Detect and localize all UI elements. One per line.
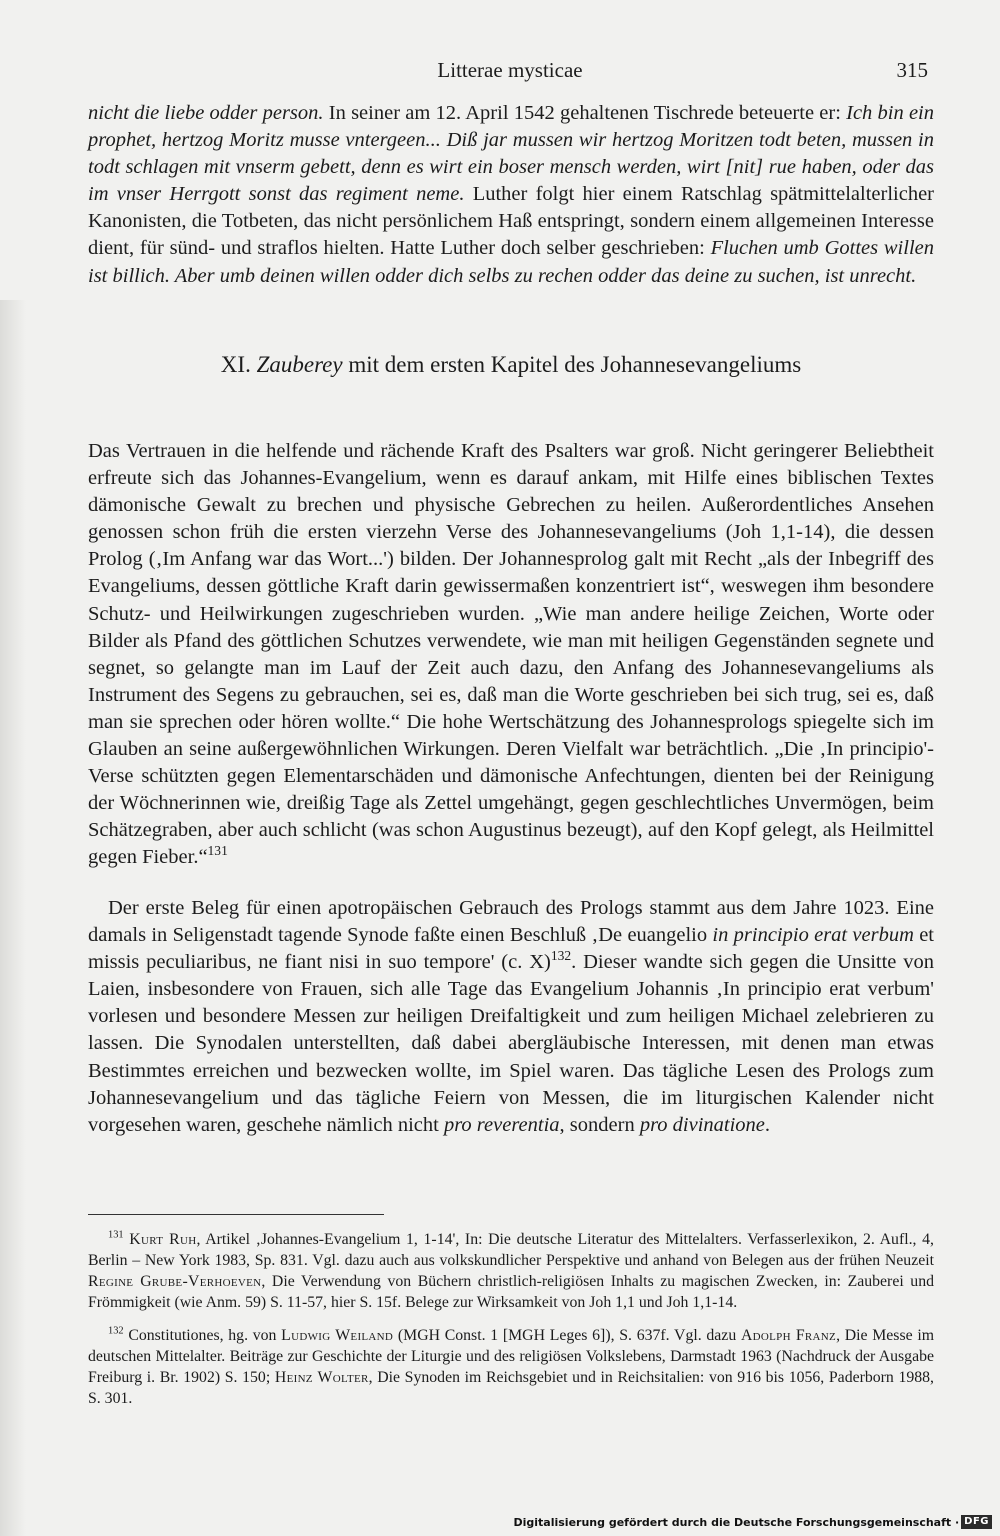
page-number: 315 xyxy=(896,58,928,82)
footnote-text: , Die Verwendung von Büchern christlich-religiösen Inhalts zu magischen Zwecken, in: Zauberei und Frömmigkeit (wie Anm. 59) S. 11-57, hier S. 15f. Belege zur Wirksamkeit von Joh 1,1 und Joh 1,1-14. xyxy=(88,1272,934,1311)
intro-text-2: Luther folgt hier einem Ratschlag spätmittelalterlicher Kanonisten, die Totbeten, das nicht persönlichem Haß entspringt, sondern einem allgemeinen Interesse dient, für sünd- und straflos hielten. Hatte Luther doch selber geschrieben: xyxy=(88,183,935,260)
author-name: Adolph Franz xyxy=(740,1327,837,1344)
footnote-131 xyxy=(88,1230,934,1314)
intro-paragraph xyxy=(88,100,934,290)
footnote-divider xyxy=(88,1214,384,1215)
body2-italic-3: pro divinatione xyxy=(639,1113,765,1136)
dfg-logo-icon: DFG xyxy=(961,1515,992,1529)
intro-quote-1: nicht die liebe odder person. xyxy=(88,102,324,124)
footnote-132 xyxy=(88,1326,934,1410)
intro-text-1: In seiner am 12. April 1542 gehaltenen Tischrede beteuerte er: xyxy=(323,102,847,124)
body2-text-3: . Dieser wandte sich gegen die Unsitte von Laien, insbesondere von Frauen, sich alle Tage das Evangelium Johannis ‚In principio erat verbum' vorlesen und besondere Messen zur heiligen Dreifaltigkeit und zum heiligen Michael zelebrieren zu lassen. Die Synodalen unterstellten, daß dabei abergläubische Interessen, mit denen man etwas Bestimmtes erreichen und bezwecken wollte, im Spiel waren. Das tägliche Lesen des Prologs zum Johannesevangelium und das tägliche Feiern von Messen, die im liturgischen Kalender nicht vorgesehen waren, geschehe nämlich nicht xyxy=(88,951,934,1136)
footnote-ref-132[interactable]: 132 xyxy=(550,948,572,964)
footnote-text: (MGH Const. 1 [MGH Leges 6]), S. 637f. Vgl. dazu xyxy=(393,1327,741,1344)
digitization-credit xyxy=(513,1514,992,1530)
footnote-text: , Die Synoden im Reichsgebiet und in Reichsitalien: von 916 bis 1056, Paderborn 1988, S. 301. xyxy=(88,1368,935,1407)
running-header xyxy=(88,58,932,88)
footnote-text: , Artikel ‚Johannes-Evangelium 1, 1-14', In: Die deutsche Literatur des Mittelalters. Verfasserlexikon, 2. Aufl., 4, Berlin – New York 1983, Sp. 831. Vgl. dazu auch aus volkskundlicher Perspektive und anhand von Belegen aus der frühen Neuzeit xyxy=(88,1231,934,1269)
footnote-ref-131[interactable]: 131 xyxy=(207,843,228,859)
author-name: Kurt Ruh xyxy=(129,1231,197,1248)
section-number: XI. xyxy=(220,352,257,377)
footnote-number: 132 xyxy=(108,1325,124,1337)
body-paragraph-1 xyxy=(88,438,934,872)
section-heading xyxy=(88,352,934,378)
author-name: Ludwig Weiland xyxy=(281,1327,394,1344)
author-name: Heinz Wolter xyxy=(274,1368,369,1386)
scan-edge-shadow xyxy=(0,300,26,1536)
author-name: Regine Grube-Verhoeven xyxy=(88,1272,262,1290)
footnote-number: 131 xyxy=(108,1229,124,1241)
body2-text-2: et missis peculiaribus, ne fiant nisi in suo tempore' (c. X) xyxy=(88,924,934,974)
credit-text: Digitalisierung gefördert durch die Deutsche Forschungsgemeinschaft · xyxy=(513,1515,960,1529)
body-paragraph-2 xyxy=(88,895,934,1139)
body2-italic-1: in principio erat verbum xyxy=(712,924,914,947)
footnote-text: , Die Messe im deutschen Mittelalter. Beiträge zur Geschichte der Liturgie und des religiösen Volkslebens, Darmstadt 1963 (Nachdruck der Ausgabe Freiburg i. Br. 1902) S. 150; xyxy=(88,1327,935,1386)
body-paragraph-1-text: Das Vertrauen in die helfende und rächende Kraft des Psalters war groß. Nicht geringerer Beliebtheit erfreute sich das Johannes-Evangelium, wenn es darauf ankam, mit Hilfe eines biblischen Textes dämonische Gewalt zu brechen und physische Gebrechen zu heilen. Außerordentliches Ansehen genossen schon früh die ersten vierzehn Verse des Johannesevangeliums (Joh 1,1-14), die dessen Prolog (‚Im Anfang war das Wort...') bilden. Der Johannesprolog galt mit Recht „als der Inbegriff des Evangeliums, dessen göttliche Kraft darin gewissermaßen konzentriert ist“, weswegen ihm besondere Schutz- und Heilwirkungen zugeschrieben wurden. „Wie man andere heilige Zeichen, Worte oder Bilder als Pfand des göttlichen Schutzes verwendete, wie man mit heiligen Gegenständen segnete und segnet, so gelangte man im Lauf der Zeit auch dazu, den Anfang des Johannesevangeliums als Instrument des Segens zu gebrauchen, sei es, daß man die Worte geschrieben bei sich trug, sei es, daß man sie sprechen oder hören wollte.“ Die hohe Wertschätzung des Johannesprologs spiegelte sich im Glauben an seine außergewöhnlichen Wirkungen. Deren Vielfalt war beträchtlich. „Die ‚In principio'-Verse schützten gegen Elementarschäden und dämonische Anfechtungen, dienten bei der Reinigung der Wöchnerinnen wie, dreißig Tage als Zettel umgehängt, gegen geschlechtliches Unvermögen, beim Schätzegraben, aber auch schlicht (was schon Augustinus bezeugt), auf den Kopf gelegt, als Heilmittel gegen Fieber.“ xyxy=(88,440,934,869)
section-title-rest: mit dem ersten Kapitel des Johannesevangeliums xyxy=(342,352,802,377)
body2-text-1: Der erste Beleg für einen apotropäischen Gebrauch des Prologs stammt aus dem Jahre 1023. Eine damals in Seligenstadt tagende Synode faßte einen Beschluß ‚De euangelio xyxy=(88,897,934,947)
section-title-italic: Zauberey xyxy=(256,352,343,377)
intro-quote-3: Fluchen umb Gottes willen ist billich. Aber umb deinen willen odder dich selbs zu rechen odder das deine zu suchen, ist unrecht. xyxy=(88,237,934,287)
intro-quote-2: Ich bin ein prophet, hertzog Moritz musse vntergeen... Diß jar mussen wir hertzog Moritzen todt beten, mussen in todt schlagen mit vnserm gebett, denn es wirt ein boser mensch werden, wirt [nit] rue haben, oder das im vnser Herrgott sonst das regiment neme. xyxy=(88,102,934,206)
body2-italic-2: pro reverentia xyxy=(443,1113,560,1136)
footnote-text: Constitutiones, hg. von xyxy=(123,1327,282,1344)
body2-text-5: . xyxy=(764,1113,771,1136)
body2-text-4: , sondern xyxy=(559,1113,640,1136)
running-title: Litterae mysticae xyxy=(437,58,583,82)
